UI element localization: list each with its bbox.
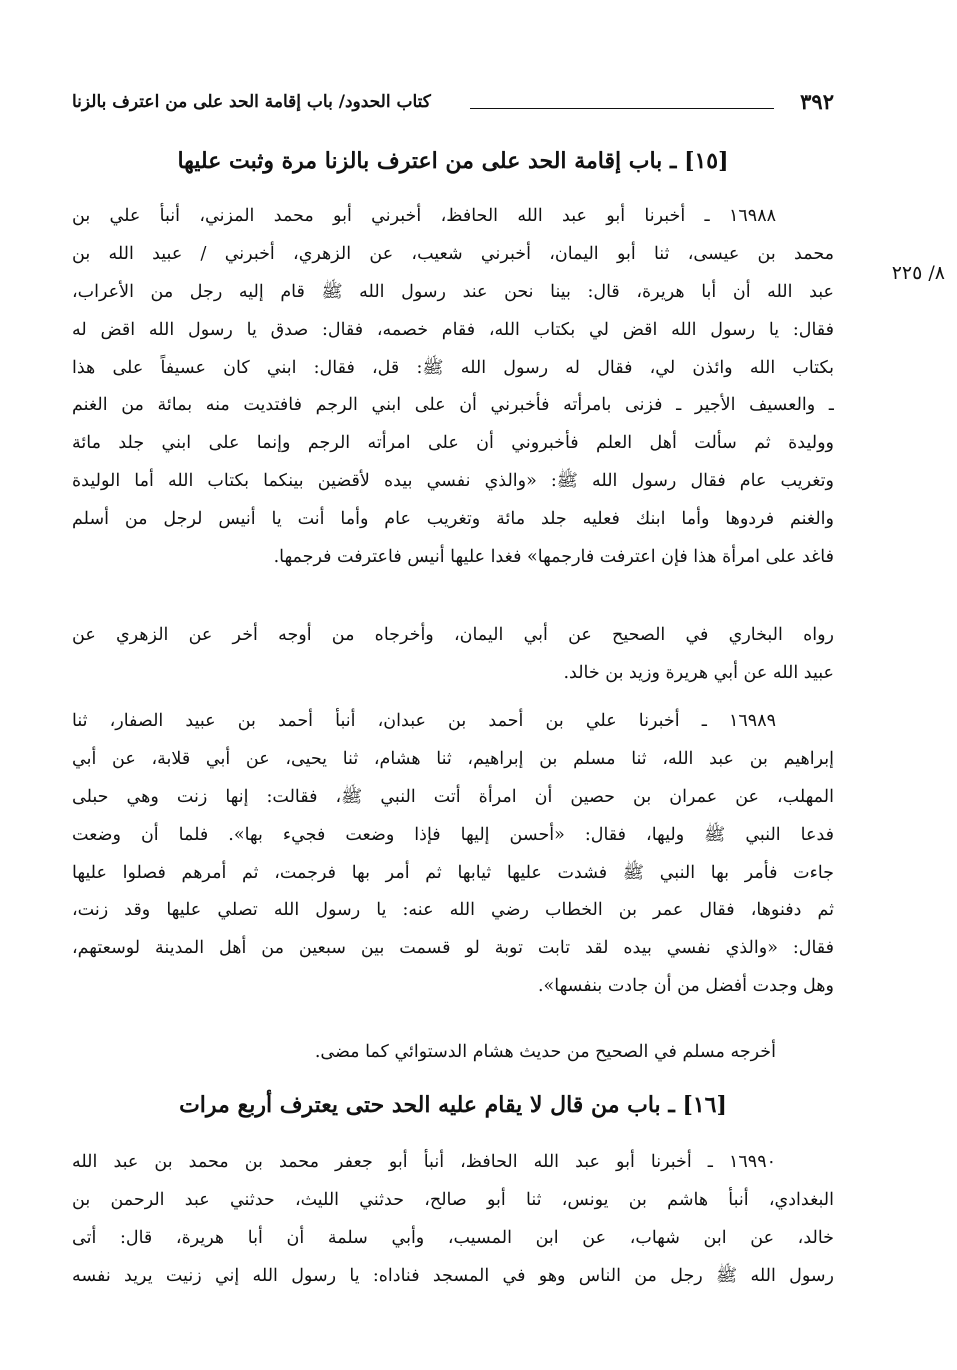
hadith-line: وتغريب عام فقال رسول الله ﷺ: «والذي نفسي بيده لأقضين بينكما بكتاب الله أما الوليدة <box>72 471 834 492</box>
hadith-16988-note <box>72 617 834 693</box>
hadith-line: خالد، عن ابن شهاب، عن ابن المسيب، وأبي سلمة أن أبا هريرة، قال: أتى <box>72 1227 834 1248</box>
hadith-16990 <box>72 1144 834 1296</box>
note-line: عبيد الله عن أبي هريرة وزيد بن خالد. <box>563 662 834 683</box>
hadith-line: رسول الله ﷺ رجل من الناس وهو في المسجد فناداه: يا رسول الله إني زنيت يريد نفسه <box>72 1265 834 1286</box>
hadith-line: ١٦٩٨٨ ـ أخبرنا أبو عبد الله الحافظ، أخبرني أبو محمد المزني، أنبأ علي بن <box>72 206 776 226</box>
hadith-line: فقال: يا رسول الله اقض لي بكتاب الله، فقام خصمه، فقال: صدق يا رسول الله اقض له <box>72 319 834 340</box>
page-header <box>72 88 834 118</box>
hadith-line: ١٦٩٩٠ ـ أخبرنا أبو عبد الله الحافظ، أنبأ أبو جعفر محمد بن محمد بن عبد الله <box>72 1152 776 1172</box>
margin-reference: ٨/ ٢٢٥ <box>891 262 945 284</box>
hadith-line: ثم دفنوها، فقال عمر بن الخطاب رضي الله عنه: يا رسول الله تصلي عليها وقد زنت، <box>72 900 834 921</box>
hadith-16989 <box>72 703 834 1006</box>
hadith-line: فقال: «والذي نفسي بيده لقد تابت توبة لو قسمت بين سبعين من أهل المدينة لوسعتهم، <box>72 938 834 959</box>
hadith-line: والغنم فردوها وأما ابنك فعليه جلد مائة وتغريب عام وأما أنت يا أنيس لرجل من أسلم <box>72 509 834 530</box>
note-line: رواه البخاري في الصحيح عن أبي اليمان، وأخرجاه من أوجه أخر عن الزهري عن <box>72 625 834 645</box>
page-number: ٣٩٢ <box>800 89 834 114</box>
hadith-line: البغدادي، أنبأ هاشم بن يونس، ثنا أبو صالح، حدثني الليث، حدثني عبد الرحمن بن <box>72 1189 834 1210</box>
hadith-line: فدعا النبي ﷺ وليها، فقال: «أحسن إليها فإذا وضعت فجيء بها». فلما أن وضعت <box>72 824 834 845</box>
hadith-line: بكتاب الله وائذن لي، فقال له رسول الله ﷺ: قل، فقال: ابني كان عسيفاً على هذا <box>72 357 834 378</box>
hadith-line: وهل وجدت أفضل من أن جادت بنفسها». <box>537 976 834 997</box>
hadith-line: ١٦٩٨٩ ـ أخبرنا علي بن أحمد بن عبدان، أنبأ أحمد بن عبيد الصفار، ثنا <box>72 711 776 731</box>
header-rule <box>470 108 774 109</box>
hadith-line: ـ والعسيف الأجير ـ فزنى بامرأته فأخبرني أن على ابني الرجم فافتديت منه بمائة من الغنم <box>72 395 834 416</box>
hadith-line: محمد بن عيسى، ثنا أبو اليمان، أخبرني شعيب، عن الزهري، أخبرني / عبيد الله بن <box>72 243 834 264</box>
hadith-line: المهلب، عن عمران بن حصين أن امرأة أتت النبي ﷺ، فقالت: إنها زنت وهي حبلى <box>72 786 834 807</box>
hadith-line: ووليدة ثم سألت أهل العلم فأخبروني أن على امرأته الرجم وإنما على ابني جلد مائة <box>72 433 834 454</box>
hadith-line: إبراهيم بن عبد الله، ثنا مسلم بن إبراهيم، ثنا هشام، ثنا يحيى، عن أبي قلابة، عن أبي <box>72 748 834 769</box>
chapter-title-16: [١٦] ـ باب من قال لا يقام عليه الحد حتى يعترف أربع مرات <box>179 1092 727 1118</box>
hadith-16988 <box>72 198 834 577</box>
hadith-line: فاغد على امرأة هذا فإن اعترفت فارجمها» فغدا عليها أنيس فاعترفت فرجمها. <box>273 547 834 568</box>
hadith-16989-note <box>72 1034 834 1072</box>
chapter-title-15: [١٥] ـ باب إقامة الحد على من اعترف بالزنا مرة وثبت عليها <box>177 148 729 174</box>
hadith-line: عبد الله أن أبا هريرة، قال: بينا نحن عند رسول الله ﷺ قام إليه رجل من الأعراب، <box>72 281 834 302</box>
note-line: أخرجه مسلم في الصحيح من حديث هشام الدستوائي كما مضى. <box>314 1042 776 1062</box>
hadith-line: جاءت فأمر بها النبي ﷺ فشدت عليها ثيابها ثم أمر بها فرجمت، ثم أمرهم فصلوا عليها <box>72 862 834 883</box>
running-head: كتاب الحدود/ باب إقامة الحد على من اعترف بالزنا <box>72 92 431 112</box>
